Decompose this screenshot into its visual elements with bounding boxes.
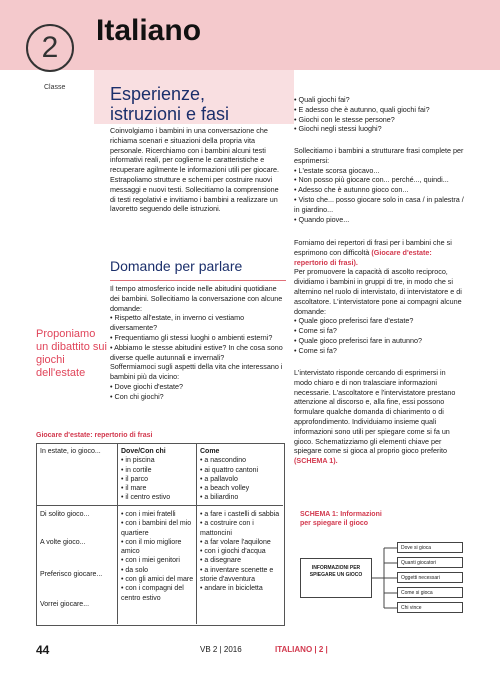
section-heading-line2: istruzioni e fasi bbox=[110, 104, 230, 124]
table-row-label: A volte gioco... bbox=[40, 539, 86, 546]
subsection-text-2: Soffermiamoci sugli aspetti della vita che interessano i bambini più da vicino: bbox=[110, 362, 283, 382]
list-item: • da solo bbox=[121, 566, 195, 575]
table-cell bbox=[200, 447, 282, 503]
list-item: • Quale gioco preferisci fare d'estate? bbox=[294, 316, 464, 326]
subsection-body bbox=[110, 284, 286, 402]
paragraph-text: L'intervistato risponde cercando di esprimersi in modo chiaro e di non tralasciare informazioni necessarie. L'ascoltatore e l'intervistatore prestano attenzione al discorso e, alla fine, essi possono formulare qualche domanda di chiarimento o di approfondimento. Individuiamo insieme quali informazioni sono utili per spiegare come si fa un gioco. Schematizziamo gli elementi chiave per spiegare come si gioca al proprio gioco preferito bbox=[294, 368, 456, 456]
page-title: Italiano bbox=[96, 14, 202, 47]
table-row-label: Preferisco giocare... bbox=[40, 571, 103, 578]
section-heading bbox=[110, 84, 229, 124]
class-number-badge: 2 bbox=[26, 24, 74, 72]
table-reference: (Giocare d'estate: repertorio di frasi). bbox=[294, 247, 432, 267]
table-divider bbox=[117, 443, 118, 624]
schema-item: Come si gioca bbox=[397, 587, 463, 598]
table-header: Come bbox=[200, 448, 220, 455]
list-item: • con gli amici del mare bbox=[121, 575, 195, 584]
table-divider bbox=[37, 505, 283, 506]
table-header: Dove/Con chi bbox=[121, 448, 166, 455]
list-item: • con i miei fratelli bbox=[121, 510, 195, 519]
list-item: • a biliardino bbox=[200, 493, 282, 502]
list-item: • Quale gioco preferisci fare in autunno? bbox=[294, 336, 464, 346]
list-item: • Frequentiamo gli stessi luoghi o ambienti esterni? bbox=[110, 333, 286, 343]
list-item: • Giochi con le stesse persone? bbox=[294, 115, 464, 125]
list-item: • Non posso più giocare con... perché..., quindi... bbox=[294, 175, 464, 185]
list-item: • in piscina bbox=[121, 456, 195, 465]
list-item: • ai quattro cantoni bbox=[200, 466, 282, 475]
list-item: • E adesso che è autunno, quali giochi fai? bbox=[294, 105, 464, 115]
class-label: Classe bbox=[44, 84, 66, 91]
list-item: • Come si fa? bbox=[294, 346, 464, 356]
schema-connectors bbox=[372, 540, 398, 612]
subsection-text: Il tempo atmosferico incide nelle abitudini quotidiane dei bambini. Sollecitiamo la conversazione con alcune domande: bbox=[110, 284, 283, 313]
header-band bbox=[0, 0, 500, 70]
table-cell bbox=[121, 510, 195, 603]
page-number: 44 bbox=[36, 643, 50, 657]
list-item: • con il mio migliore amico bbox=[121, 538, 195, 557]
list-item: • con i giochi d'acqua bbox=[200, 547, 282, 556]
list-item: • Abbiamo le stesse abitudini estive? In che cosa sono diverse quelle autunnali e invernali? bbox=[110, 343, 286, 363]
schema-item: Oggetti necessari bbox=[397, 572, 463, 583]
right-paragraph-1 bbox=[294, 146, 464, 224]
list-item: • Rispetto all'estate, in inverno ci vestiamo diversamente? bbox=[110, 313, 286, 333]
schema-title bbox=[300, 510, 382, 528]
list-item: • L'estate scorsa giocavo... bbox=[294, 166, 464, 176]
table-divider bbox=[196, 443, 197, 624]
paragraph-text: Sollecitiamo i bambini a strutturare frasi complete per esprimersi: bbox=[294, 146, 464, 165]
sidebar-note: Proponiamo un dibattito sui giochi dell'estate bbox=[36, 328, 107, 379]
table-row-label: In estate, io gioco... bbox=[40, 448, 101, 455]
list-item: • a fare i castelli di sabbia bbox=[200, 510, 282, 519]
list-item: • Adesso che è autunno gioco con... bbox=[294, 185, 464, 195]
list-item: • Con chi giochi? bbox=[110, 392, 286, 402]
right-questions bbox=[294, 95, 464, 134]
list-item: • a far volare l'aquilone bbox=[200, 538, 282, 547]
schema-item: Dove si gioca bbox=[397, 542, 463, 553]
schema-main-box: INFORMAZIONI PER SPIEGARE UN GIOCO bbox=[300, 558, 372, 598]
list-item: • il centro estivo bbox=[121, 493, 195, 502]
list-item: • in cortile bbox=[121, 466, 195, 475]
list-item: • Come si fa? bbox=[294, 326, 464, 336]
section-heading-line1: Esperienze, bbox=[110, 84, 206, 104]
footer-issue: VB 2 | 2016 bbox=[200, 645, 242, 654]
list-item: • Quando piove... bbox=[294, 215, 464, 225]
list-item: • a inventare scenette e storie d'avventura bbox=[200, 566, 282, 585]
schema-reference: (SCHEMA 1). bbox=[294, 456, 338, 466]
table-cell bbox=[121, 447, 195, 503]
table-title: Giocare d'estate: repertorio di frasi bbox=[36, 432, 153, 439]
table-cell bbox=[200, 510, 282, 594]
list-item: • a disegnare bbox=[200, 556, 282, 565]
schema-title-line1: SCHEMA 1: Informazioni bbox=[300, 511, 382, 518]
list-item: • con i compagni del centro estivo bbox=[121, 584, 195, 603]
list-item: • Quali giochi fai? bbox=[294, 95, 464, 105]
intro-paragraph: Coinvolgiamo i bambini in una conversazione che richiama scenari e situazioni della propria vita personale. Ricerchiamo con i bambini alcuni testi informativi reali, per coglierne le caratteristiche e recuperare agilmente le informazioni utili per giocare. Estrapoliamo strutture e schemi per costruire nuovi messaggi e nuovi testi. Sollecitiamo la comprensione di testi regolativi e invitiamo i bambini a realizzare un lavoretto seguendo delle istruzioni. bbox=[110, 126, 279, 214]
list-item: • Dove giochi d'estate? bbox=[110, 382, 286, 392]
schema-title-line2: per spiegare il gioco bbox=[300, 520, 369, 527]
list-item: • con i miei genitori bbox=[121, 556, 195, 565]
list-item: • andare in bicicletta bbox=[200, 584, 282, 593]
table-row-label: Di solito gioco... bbox=[40, 511, 90, 518]
paragraph-text: Forniamo dei repertori di frasi per i bambini che si esprimono con difficoltà bbox=[294, 238, 452, 257]
table-row-label: Vorrei giocare... bbox=[40, 601, 90, 608]
right-paragraph-3 bbox=[294, 368, 464, 466]
subsection-divider bbox=[110, 280, 286, 281]
list-item: • a nascondino bbox=[200, 456, 282, 465]
schema-item: Quanti giocatori bbox=[397, 557, 463, 568]
list-item: • con i bambini del mio quartiere bbox=[121, 519, 195, 538]
list-item: • Giochi negli stessi luoghi? bbox=[294, 124, 464, 134]
list-item: • a beach volley bbox=[200, 484, 282, 493]
list-item: • il parco bbox=[121, 475, 195, 484]
subsection-heading: Domande per parlare bbox=[110, 258, 243, 274]
list-item: • a costruire con i mattoncini bbox=[200, 519, 282, 538]
paragraph-text: Per promuovere la capacità di ascolto reciproco, dividiamo i bambini in gruppi di tre, in modo che si alternino nel ruolo di intervistato, di intervistatore e di ascoltatore. L'intervistatore pone ai compagni alcune domande: bbox=[294, 267, 462, 316]
right-paragraph-2 bbox=[294, 238, 464, 356]
list-item: • Visto che... posso giocare solo in casa / in palestra / in giardino... bbox=[294, 195, 464, 215]
list-item: • il mare bbox=[121, 484, 195, 493]
footer-subject: ITALIANO | 2 | bbox=[275, 645, 328, 654]
schema-item: Chi vince bbox=[397, 602, 463, 613]
list-item: • a pallavolo bbox=[200, 475, 282, 484]
